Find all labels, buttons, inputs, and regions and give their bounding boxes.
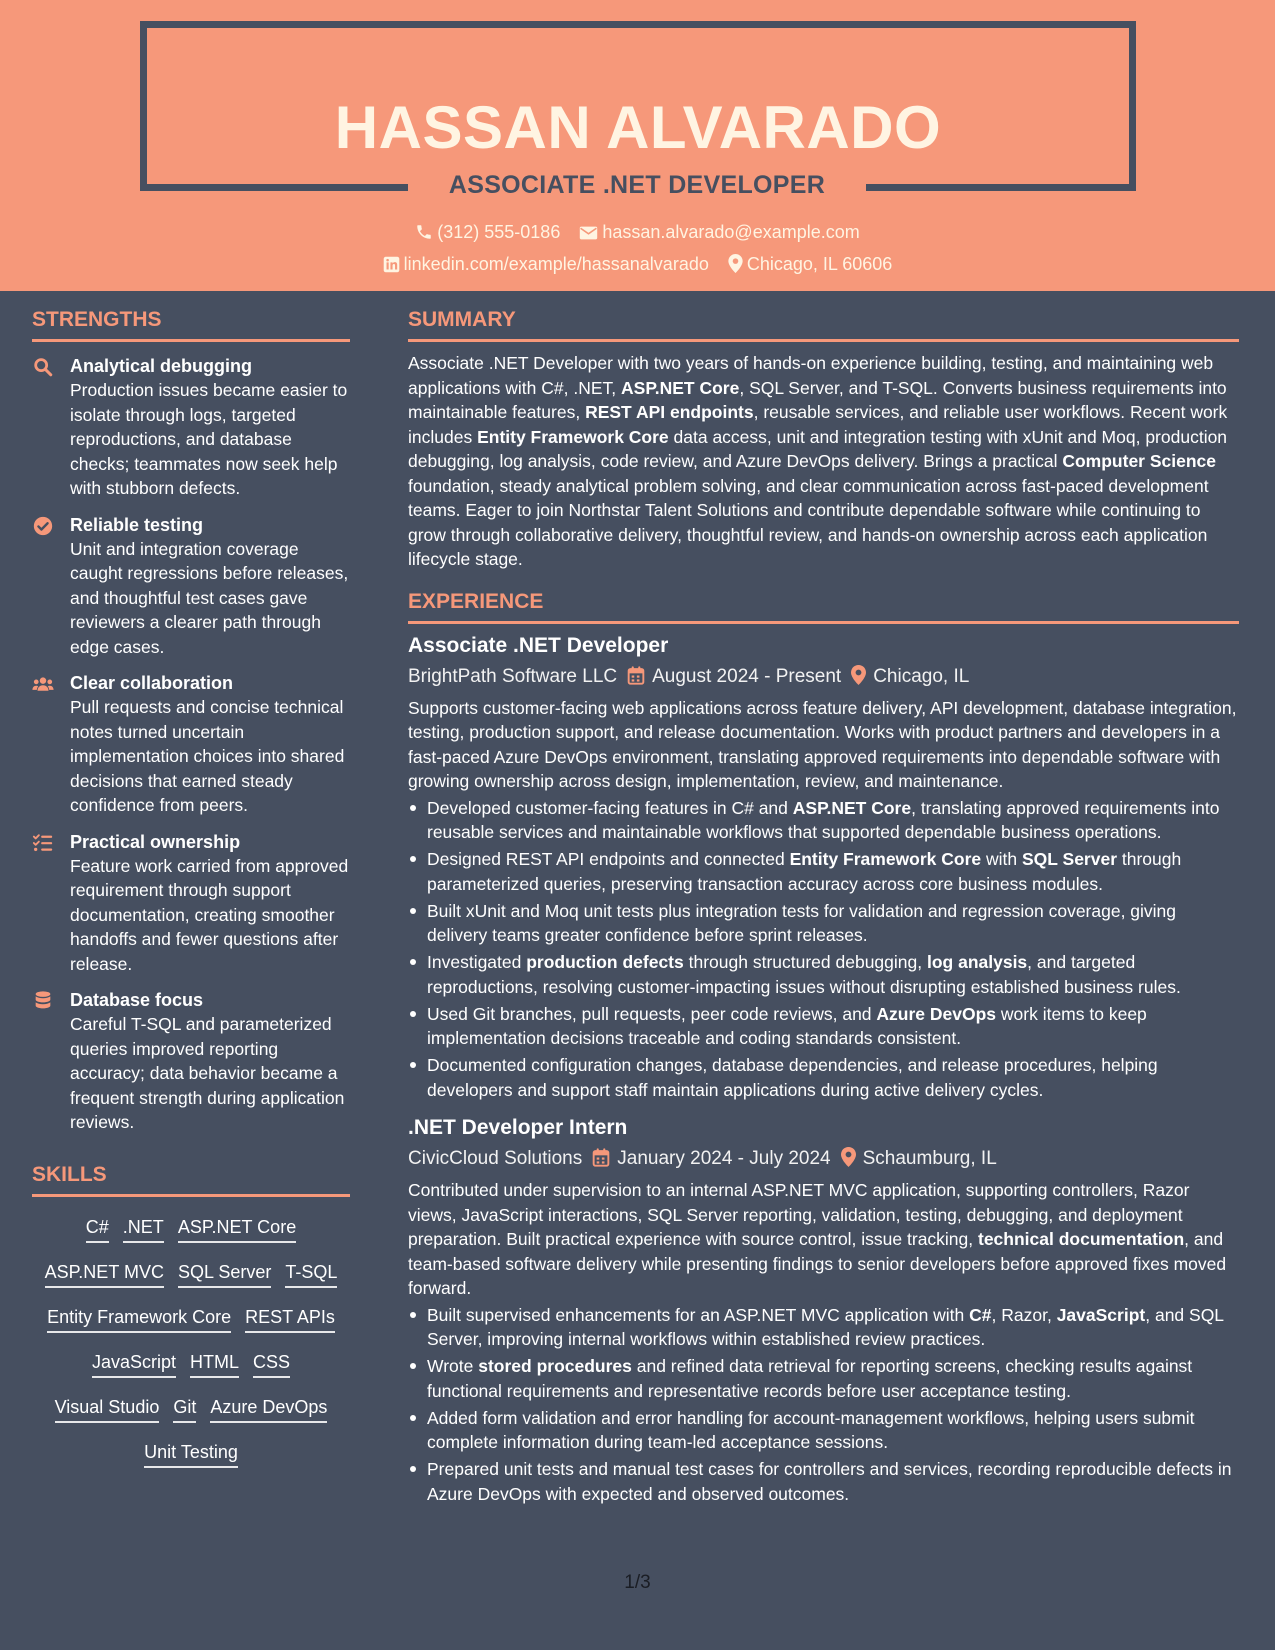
skill-tag: Unit Testing: [144, 1440, 238, 1468]
strength-item: [32, 988, 350, 1135]
strength-title: Reliable testing: [70, 514, 204, 535]
job-title: Associate .NET Developer: [408, 633, 669, 657]
text-run: , and targeted reproductions, resolving customer-impacting issues without disrupting established business rules.: [427, 952, 1181, 997]
text-run: Built xUnit and Moq unit tests plus integration tests for validation and regression coverage, giving delivery teams greater confidence before sprint releases.: [427, 900, 1177, 945]
text-run: foundation, steady analytical problem solving, and clear communication across fast-paced development teams. Eager to join Northstar Talent Solutions and contribute dependable software while continuing to grow through collaborative delivery, thoughtful review, and hands-on ownership across each application lifecycle stage.: [408, 475, 1209, 569]
linkedin-icon: [383, 256, 400, 273]
emphasis-text: technical documentation: [978, 1229, 1185, 1249]
skill-tag: SQL Server: [178, 1260, 271, 1288]
calendar-icon: [592, 1148, 610, 1167]
emphasis-text: production defects: [526, 952, 684, 972]
strength-item: [32, 354, 350, 501]
job-dates: August 2024 - Present: [652, 665, 842, 687]
job-location: Chicago, IL: [873, 665, 970, 687]
location-text: Chicago, IL 60606: [746, 254, 893, 274]
skill-tag: REST APIs: [245, 1305, 335, 1333]
summary-heading: SUMMARY: [408, 306, 1239, 342]
emphasis-text: stored procedures: [478, 1356, 632, 1376]
strength-item: [32, 830, 350, 977]
bullet-item: [408, 1457, 1239, 1506]
users-icon: [32, 673, 54, 695]
location-contact: [728, 252, 892, 276]
emphasis-text: JavaScript: [1056, 1304, 1146, 1325]
company-name: CivicCloud Solutions: [408, 1148, 583, 1169]
text-run: , Razor,: [991, 1304, 1057, 1325]
job-title: .NET Developer Intern: [408, 1116, 628, 1139]
right-column: [408, 306, 1239, 1509]
text-run: and refined data retrieval for reporting screens, checking results against functional requirements and representative records before user acceptance testing.: [427, 1356, 1193, 1401]
bullet-item: [408, 1354, 1239, 1403]
text-run: Prepared unit tests and manual test cases for controllers and services, recording reproducible defects in Azure DevOps with expected and observed outcomes.: [427, 1459, 1232, 1504]
strength-text: Feature work carried from approved requirement through support documentation, creating smoother handoffs and fewer questions after release.: [70, 855, 349, 974]
phone-contact: [415, 220, 560, 244]
skill-tag: Azure DevOps: [210, 1395, 327, 1423]
skill-row: [32, 1342, 350, 1387]
emphasis-text: Entity Framework Core: [477, 426, 669, 447]
emphasis-text: Azure DevOps: [876, 1003, 997, 1024]
job-location: Schaumburg, IL: [862, 1148, 997, 1169]
emphasis-text: REST API endpoints: [585, 402, 754, 422]
text-run: Designed REST API endpoints and connected: [427, 849, 790, 869]
skill-tag: JavaScript: [92, 1350, 176, 1378]
map-pin-icon: [851, 665, 866, 685]
text-run: Documented configuration changes, database dependencies, and release procedures, helping developers and support staff maintain applications during active delivery cycles.: [427, 1055, 1158, 1100]
bullet-item: [408, 1053, 1239, 1102]
page-number: 1/3: [624, 1572, 651, 1593]
text-run: Contributed under supervision to an internal ASP.NET MVC application, supporting controllers, Razor views, JavaScript interactions, SQL Server reporting, validation, testing, debugging, and deployment preparation. Built practical experience with source control, issue tracking,: [408, 1180, 1190, 1249]
strength-title: Database focus: [70, 990, 204, 1010]
skill-tag: Git: [173, 1395, 196, 1423]
text-run: Added form validation and error handling for account-management workflows, helping users submit complete information during team-led acceptance sessions.: [427, 1407, 1195, 1452]
strength-item: [32, 513, 350, 660]
text-run: Wrote: [427, 1356, 479, 1376]
bullet-item: [408, 899, 1239, 948]
candidate-title: ASSOCIATE .NET DEVELOPER: [448, 171, 826, 199]
text-run: Built supervised enhancements for an ASP.NET MVC application with: [427, 1304, 970, 1325]
job-description: [408, 1178, 1239, 1301]
emphasis-text: ASP.NET Core: [792, 797, 912, 818]
linkedin-url[interactable]: linkedin.com/example/hassanalvarado: [403, 254, 709, 274]
job-bullets: [408, 1303, 1239, 1507]
skill-tag: HTML: [190, 1350, 239, 1378]
calendar-icon: [627, 666, 645, 685]
company-name: BrightPath Software LLC: [408, 665, 618, 687]
map-pin-icon: [841, 1147, 856, 1167]
contact-row-secondary: [0, 252, 1275, 276]
text-run: Used Git branches, pull requests, peer code reviews, and: [427, 1003, 877, 1024]
job-meta: [408, 1145, 1239, 1173]
strength-text: Production issues became easier to isolate through logs, targeted reproductions, and database checks; teammates now seek help with stubborn defects.: [70, 380, 348, 498]
job-dates: January 2024 - July 2024: [617, 1148, 831, 1169]
strength-title: Clear collaboration: [70, 673, 234, 693]
skill-tag: .NET: [123, 1215, 164, 1243]
text-run: , reusable services, and reliable user workflows. Recent work includes: [408, 402, 1228, 447]
emphasis-text: SQL Server: [1022, 849, 1118, 869]
email-contact: [579, 220, 859, 244]
skills-list: [32, 1207, 350, 1477]
strength-title: Analytical debugging: [70, 356, 253, 376]
strengths-heading: STRENGTHS: [32, 306, 350, 342]
search-icon: [32, 356, 54, 378]
text-run: through structured debugging,: [683, 952, 927, 972]
text-run: Developed customer-facing features in C# and: [427, 797, 793, 818]
bullet-item: [408, 950, 1239, 999]
text-run: Supports customer-facing web applications across feature delivery, API development, database integration, testing, production support, and release documentation. Works with product partners and developers in a fast-paced Azure DevOps environment, translating approved requirements into dependable software with growing ownership across design, implementation, review, and maintenance.: [408, 697, 1237, 791]
skill-tag: T-SQL: [285, 1260, 337, 1288]
candidate-name: HASSAN ALVARADO: [334, 94, 942, 161]
bullet-item: [408, 1303, 1239, 1352]
summary-text: [408, 351, 1239, 572]
skill-tag: Visual Studio: [55, 1395, 160, 1423]
database-icon: [32, 990, 54, 1012]
emphasis-text: C#: [969, 1304, 992, 1325]
text-run: , and team-based software delivery while presenting findings to senior developers before approved fixes moved forward.: [408, 1229, 1227, 1298]
linkedin-contact: [383, 252, 709, 276]
job-entry: [408, 1114, 1239, 1506]
skill-tag: Entity Framework Core: [47, 1305, 231, 1333]
skill-row: [32, 1207, 350, 1252]
text-run: Investigated: [427, 952, 527, 972]
phone-number[interactable]: (312) 555-0186: [437, 222, 561, 242]
text-run: work items to keep implementation decisions traceable and coding standards consistent.: [427, 1003, 1147, 1048]
bullet-item: [408, 1002, 1239, 1051]
skill-tag: C#: [86, 1215, 109, 1243]
contact-row-primary: [0, 220, 1275, 244]
job-bullets: [408, 796, 1239, 1103]
skills-heading: SKILLS: [32, 1161, 350, 1197]
bullet-item: [408, 847, 1239, 896]
text-run: with: [981, 849, 1022, 869]
job-meta: [408, 663, 1239, 691]
skill-row: [32, 1432, 350, 1477]
text-run: data access, unit and integration testing with xUnit and Moq, production debugging, log analysis, code review, and Azure DevOps delivery. Brings a practical: [408, 426, 1228, 471]
skill-row: [32, 1252, 350, 1297]
left-column: [32, 306, 350, 1477]
skill-row: [32, 1297, 350, 1342]
strength-text: Pull requests and concise technical notes turned uncertain implementation choices into shared decisions that earned steady confidence from peers.: [70, 697, 345, 815]
strength-title: Practical ownership: [70, 831, 241, 852]
list-check-icon: [32, 832, 54, 854]
emphasis-text: ASP.NET Core: [621, 377, 740, 398]
emphasis-text: log analysis: [926, 952, 1028, 972]
text-run: , translating approved requirements into reusable services and maintainable workflows that supported dependable business operations.: [427, 797, 1220, 842]
strength-text: Unit and integration coverage caught regressions before releases, and thoughtful test cases gave reviewers a clearer path through edge cases.: [70, 538, 349, 657]
text-run: through parameterized queries, preserving transaction accuracy across core business modules.: [427, 849, 1182, 894]
bullet-item: [408, 796, 1239, 845]
job-entry: [408, 632, 1239, 1103]
map-pin-icon: [728, 254, 743, 273]
text-run: , and SQL Server, improving internal workflows within established review practices.: [427, 1304, 1224, 1349]
bullet-item: [408, 1406, 1239, 1455]
emphasis-text: Entity Framework Core: [789, 849, 982, 869]
phone-icon: [415, 223, 433, 241]
email-address[interactable]: hassan.alvarado@example.com: [602, 222, 860, 242]
envelope-icon: [579, 225, 598, 241]
job-title-banner: [408, 166, 866, 204]
job-description: [408, 696, 1239, 794]
text-run: , SQL Server, and T-SQL. Converts business requirements into maintainable features,: [408, 377, 1227, 422]
resume-header: [0, 0, 1275, 291]
skill-tag: CSS: [253, 1350, 290, 1378]
strength-text: Careful T-SQL and parameterized queries improved reporting accuracy; data behavior became a frequent strength during application reviews.: [70, 1014, 345, 1132]
skill-tag: ASP.NET MVC: [45, 1260, 164, 1288]
skill-row: [32, 1387, 350, 1432]
check-circle-icon: [32, 515, 54, 537]
text-run: Associate .NET Developer with two years of hands-on experience building, testing, and maintaining web applications with C#, .NET,: [408, 353, 1214, 398]
strength-item: [32, 671, 350, 818]
skill-tag: ASP.NET Core: [178, 1215, 296, 1243]
emphasis-text: Computer Science: [1062, 451, 1216, 471]
experience-heading: EXPERIENCE: [408, 588, 1239, 624]
